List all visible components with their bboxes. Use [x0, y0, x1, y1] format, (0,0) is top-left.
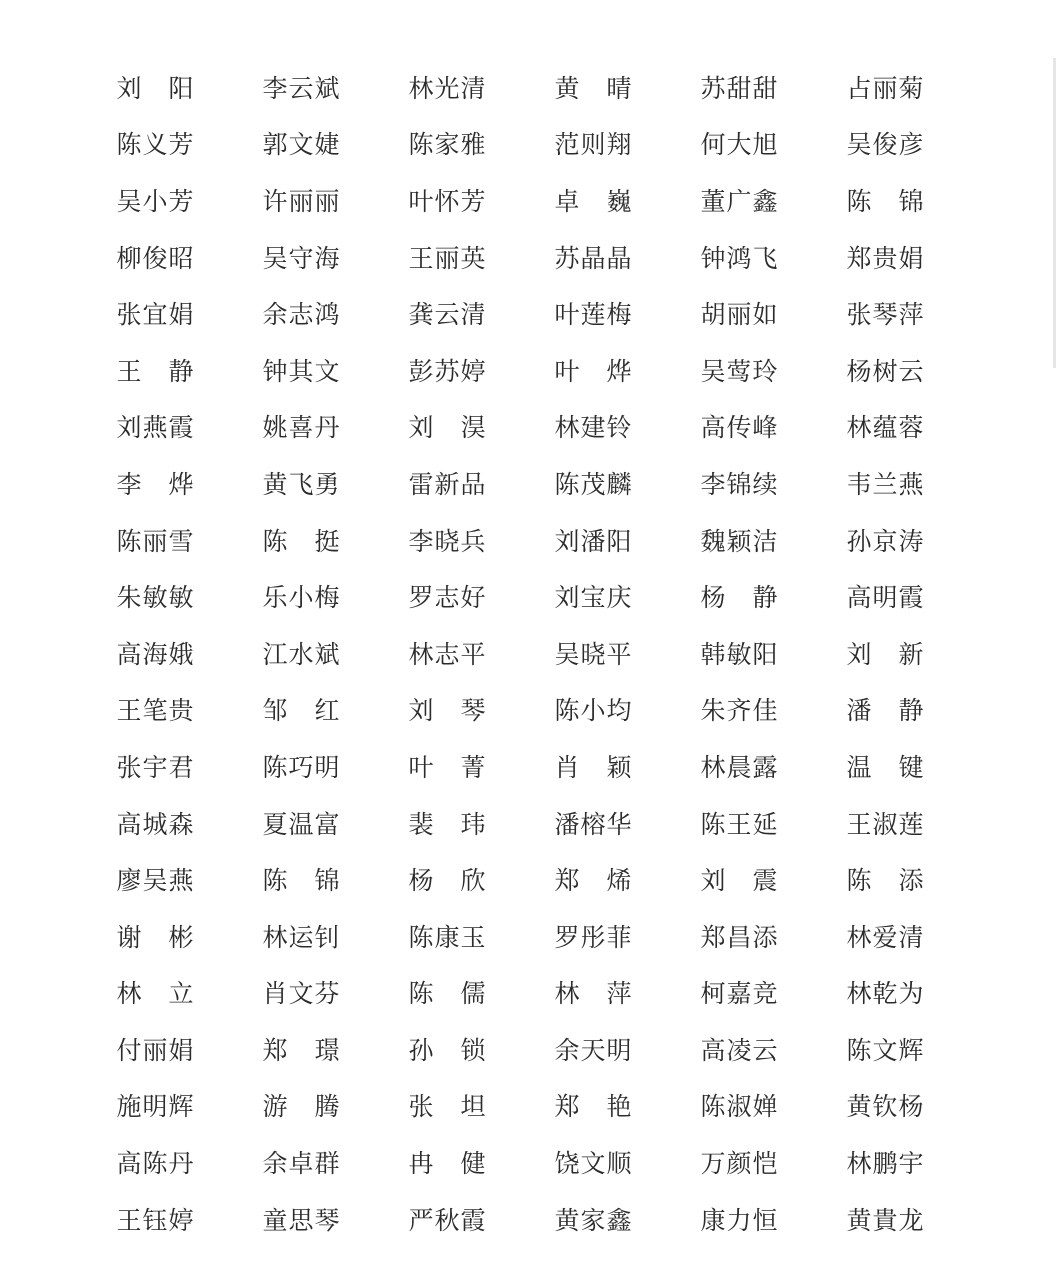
- name-entry: 龚 云 清: [408, 300, 486, 330]
- name-entry: 韩 敏 阳: [700, 639, 778, 669]
- name-entry: 吴 晓 平: [554, 639, 632, 669]
- name-entry: 苏 晶 晶: [554, 243, 632, 273]
- name-entry: 万 颜 恺: [700, 1149, 778, 1179]
- name-entry: 谢 彬: [116, 922, 194, 952]
- name-entry: 肖 颖: [554, 752, 632, 782]
- name-entry: 郑 璟: [262, 1035, 340, 1065]
- name-entry: 钟 其 文: [262, 356, 340, 386]
- name-entry: 杨 欣: [408, 866, 486, 896]
- name-entry: 杨 树 云: [846, 356, 924, 386]
- name-entry: 王 静: [116, 356, 194, 386]
- name-entry: 饶 文 顺: [554, 1149, 632, 1179]
- name-list-grid: [116, 60, 992, 1248]
- name-entry: 何 大 旭: [700, 130, 778, 160]
- name-entry: 吴 莺 玲: [700, 356, 778, 386]
- name-entry: 罗 志 好: [408, 583, 486, 613]
- name-entry: 高 海 娥: [116, 639, 194, 669]
- name-entry: 孙 京 涛: [846, 526, 924, 556]
- name-entry: 杨 静: [700, 583, 778, 613]
- name-entry: 余 志 鸿: [262, 300, 340, 330]
- name-entry: 范 则 翔: [554, 130, 632, 160]
- name-entry: 董 广 鑫: [700, 186, 778, 216]
- name-entry: 钟 鸿 飞: [700, 243, 778, 273]
- name-entry: 陈 锦: [846, 186, 924, 216]
- name-entry: 姚 喜 丹: [262, 413, 340, 443]
- name-entry: 李 烨: [116, 469, 194, 499]
- name-entry: 林 蕴 蓉: [846, 413, 924, 443]
- name-entry: 卓 巍: [554, 186, 632, 216]
- name-entry: 冉 健: [408, 1149, 486, 1179]
- name-entry: 张 宇 君: [116, 752, 194, 782]
- name-entry: 张 坦: [408, 1092, 486, 1122]
- name-entry: 刘 燕 霞: [116, 413, 194, 443]
- name-entry: 雷 新 品: [408, 469, 486, 499]
- name-entry: 林 立: [116, 979, 194, 1009]
- name-entry: 高 传 峰: [700, 413, 778, 443]
- name-entry: 陈 淑 婵: [700, 1092, 778, 1122]
- name-entry: 高 明 霞: [846, 583, 924, 613]
- name-entry: 温 键: [846, 752, 924, 782]
- name-entry: 李 晓 兵: [408, 526, 486, 556]
- name-entry: 王 丽 英: [408, 243, 486, 273]
- name-entry: 郭 文 婕: [262, 130, 340, 160]
- name-entry: 叶 莲 梅: [554, 300, 632, 330]
- name-entry: 高 凌 云: [700, 1035, 778, 1065]
- name-entry: 朱 齐 佳: [700, 696, 778, 726]
- name-entry: 魏 颖 洁: [700, 526, 778, 556]
- name-entry: 刘 潘 阳: [554, 526, 632, 556]
- name-entry: 余 卓 群: [262, 1149, 340, 1179]
- name-entry: 黄 貴 龙: [846, 1205, 924, 1235]
- name-entry: 陈 添: [846, 866, 924, 896]
- name-entry: 刘 宝 庆: [554, 583, 632, 613]
- name-entry: 高 陈 丹: [116, 1149, 194, 1179]
- name-entry: 孙 锁: [408, 1035, 486, 1065]
- name-entry: 林 志 平: [408, 639, 486, 669]
- name-entry: 朱 敏 敏: [116, 583, 194, 613]
- name-entry: 张 琴 萍: [846, 300, 924, 330]
- name-entry: 陈 挺: [262, 526, 340, 556]
- name-entry: 高 城 森: [116, 809, 194, 839]
- name-entry: 王 笔 贵: [116, 696, 194, 726]
- name-entry: 廖 吴 燕: [116, 866, 194, 896]
- name-entry: 夏 温 富: [262, 809, 340, 839]
- name-entry: 柯 嘉 竞: [700, 979, 778, 1009]
- name-entry: 叶 菁: [408, 752, 486, 782]
- name-entry: 肖 文 芬: [262, 979, 340, 1009]
- name-entry: 潘 榕 华: [554, 809, 632, 839]
- name-entry: 吴 俊 彦: [846, 130, 924, 160]
- name-entry: 余 天 明: [554, 1035, 632, 1065]
- name-entry: 林 建 铃: [554, 413, 632, 443]
- name-entry: 林 晨 露: [700, 752, 778, 782]
- name-entry: 陈 义 芳: [116, 130, 194, 160]
- name-entry: 叶 烨: [554, 356, 632, 386]
- name-entry: 柳 俊 昭: [116, 243, 194, 273]
- name-entry: 潘 静: [846, 696, 924, 726]
- name-entry: 陈 锦: [262, 866, 340, 896]
- name-entry: 占 丽 菊: [846, 73, 924, 103]
- name-entry: 王 淑 莲: [846, 809, 924, 839]
- name-entry: 郑 艳: [554, 1092, 632, 1122]
- name-entry: 黄 晴: [554, 73, 632, 103]
- name-entry: 江 水 斌: [262, 639, 340, 669]
- name-entry: 陈 小 均: [554, 696, 632, 726]
- name-entry: 邹 红: [262, 696, 340, 726]
- name-entry: 郑 烯: [554, 866, 632, 896]
- name-entry: 刘 阳: [116, 73, 194, 103]
- name-entry: 陈 丽 雪: [116, 526, 194, 556]
- name-entry: 陈 王 延: [700, 809, 778, 839]
- name-entry: 裴 玮: [408, 809, 486, 839]
- name-entry: 林 运 钊: [262, 922, 340, 952]
- name-entry: 李 锦 续: [700, 469, 778, 499]
- name-entry: 许 丽 丽: [262, 186, 340, 216]
- name-entry: 郑 贵 娟: [846, 243, 924, 273]
- name-entry: 李 云 斌: [262, 73, 340, 103]
- name-entry: 陈 文 辉: [846, 1035, 924, 1065]
- name-entry: 罗 彤 菲: [554, 922, 632, 952]
- name-entry: 吴 小 芳: [116, 186, 194, 216]
- name-entry: 刘 淏: [408, 413, 486, 443]
- name-entry: 韦 兰 燕: [846, 469, 924, 499]
- name-entry: 陈 家 雅: [408, 130, 486, 160]
- name-entry: 陈 康 玉: [408, 922, 486, 952]
- name-entry: 林 鹏 宇: [846, 1149, 924, 1179]
- name-entry: 刘 琴: [408, 696, 486, 726]
- name-entry: 童 思 琴: [262, 1205, 340, 1235]
- name-entry: 黄 飞 勇: [262, 469, 340, 499]
- name-entry: 林 乾 为: [846, 979, 924, 1009]
- name-entry: 陈 巧 明: [262, 752, 340, 782]
- name-entry: 张 宜 娟: [116, 300, 194, 330]
- name-entry: 乐 小 梅: [262, 583, 340, 613]
- name-entry: 吴 守 海: [262, 243, 340, 273]
- name-entry: 严 秋 霞: [408, 1205, 486, 1235]
- name-entry: 林 萍: [554, 979, 632, 1009]
- name-entry: 施 明 辉: [116, 1092, 194, 1122]
- name-entry: 付 丽 娟: [116, 1035, 194, 1065]
- name-entry: 王 钰 婷: [116, 1205, 194, 1235]
- name-entry: 康 力 恒: [700, 1205, 778, 1235]
- name-entry: 黄 家 鑫: [554, 1205, 632, 1235]
- name-entry: 刘 新: [846, 639, 924, 669]
- name-entry: 黄 钦 杨: [846, 1092, 924, 1122]
- name-entry: 陈 儒: [408, 979, 486, 1009]
- name-entry: 叶 怀 芳: [408, 186, 486, 216]
- name-entry: 彭 苏 婷: [408, 356, 486, 386]
- name-entry: 郑 昌 添: [700, 922, 778, 952]
- name-entry: 林 爱 清: [846, 922, 924, 952]
- name-entry: 苏 甜 甜: [700, 73, 778, 103]
- name-entry: 刘 震: [700, 866, 778, 896]
- name-entry: 陈 茂 麟: [554, 469, 632, 499]
- name-entry: 游 腾: [262, 1092, 340, 1122]
- name-entry: 胡 丽 如: [700, 300, 778, 330]
- name-entry: 林 光 清: [408, 73, 486, 103]
